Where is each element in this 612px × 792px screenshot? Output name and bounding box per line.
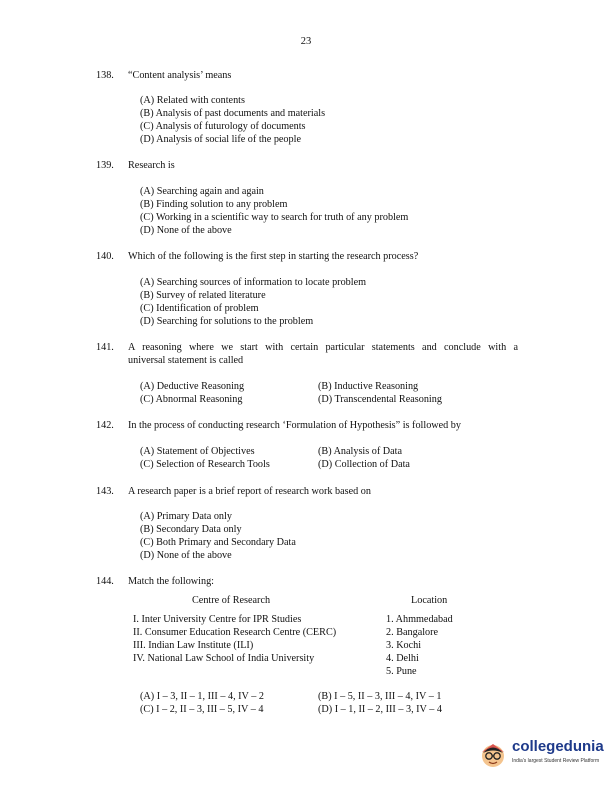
option: (B) Inductive Reasoning — [318, 381, 419, 392]
option: (D) Searching for solutions to the problem — [140, 316, 314, 327]
question-text: Which of the following is the first step in starting the research process? — [128, 251, 419, 262]
question-text: Match the following: — [128, 576, 215, 587]
option: (A) Searching sources of information to locate problem — [140, 277, 367, 288]
option: (A) I – 3, II – 1, III – 4, IV – 2 — [140, 691, 265, 702]
match-item: II. Consumer Education Research Centre (CERC) — [133, 627, 337, 638]
question-text: A reasoning where we start with certain particular statements and conclude with a — [128, 342, 518, 353]
option: (B) Analysis of Data — [318, 446, 403, 457]
option: (C) Both Primary and Secondary Data — [140, 537, 296, 548]
question-text: A research paper is a brief report of research work based on — [128, 486, 371, 497]
logo-tagline: India's largest Student Review Platform — [512, 758, 600, 764]
option: (B) I – 5, II – 3, III – 4, IV – 1 — [318, 691, 442, 702]
option: (A) Primary Data only — [140, 511, 232, 522]
option: (A) Deductive Reasoning — [140, 381, 245, 392]
option: (B) Finding solution to any problem — [140, 199, 288, 210]
question-text: “Content analysis’ means — [128, 70, 232, 81]
collegedunia-logo[interactable] — [474, 732, 608, 772]
question-number: 142. — [96, 420, 114, 431]
match-location: 4. Delhi — [386, 653, 419, 664]
question-text: In the process of conducting research ‘Formulation of Hypothesis” is followed by — [128, 420, 461, 431]
option: (A) Searching again and again — [140, 186, 264, 197]
question-number: 139. — [96, 160, 114, 171]
match-column-header: Centre of Research — [192, 595, 271, 606]
match-column-header: Location — [411, 595, 448, 606]
option: (C) Working in a scientific way to search for truth of any problem — [140, 212, 409, 223]
match-item: IV. National Law School of India University — [133, 653, 315, 664]
option: (A) Statement of Objectives — [140, 446, 255, 457]
match-item: I. Inter University Centre for IPR Studies — [133, 614, 302, 625]
option: (C) Selection of Research Tools — [140, 459, 270, 470]
option: (C) Identification of problem — [140, 303, 259, 314]
option: (C) I – 2, II – 3, III – 5, IV – 4 — [140, 704, 264, 715]
option: (D) None of the above — [140, 550, 232, 561]
question-number: 138. — [96, 70, 114, 81]
match-location: 3. Kochi — [386, 640, 422, 651]
option: (B) Survey of related literature — [140, 290, 266, 301]
page-number: 23 — [300, 36, 312, 47]
question-number: 143. — [96, 486, 114, 497]
question-text: universal statement is called — [128, 355, 244, 366]
student-mascot-icon — [478, 740, 508, 768]
option: (C) Abnormal Reasoning — [140, 394, 243, 405]
match-location: 2. Bangalore — [386, 627, 439, 638]
question-text: Research is — [128, 160, 175, 171]
option: (C) Analysis of futurology of documents — [140, 121, 306, 132]
question-number: 141. — [96, 342, 114, 353]
option: (D) I – 1, II – 2, III – 3, IV – 4 — [318, 704, 443, 715]
match-location: 5. Pune — [386, 666, 417, 677]
logo-wordmark: collegedunia — [512, 738, 604, 755]
match-item: III. Indian Law Institute (ILI) — [133, 640, 254, 651]
question-number: 140. — [96, 251, 114, 262]
match-location: 1. Ahmmedabad — [386, 614, 453, 625]
option: (D) None of the above — [140, 225, 232, 236]
option: (D) Collection of Data — [318, 459, 410, 470]
option: (D) Analysis of social life of the people — [140, 134, 301, 145]
option: (B) Secondary Data only — [140, 524, 242, 535]
option: (D) Transcendental Reasoning — [318, 394, 442, 405]
option: (B) Analysis of past documents and materials — [140, 108, 326, 119]
question-number: 144. — [96, 576, 114, 587]
option: (A) Related with contents — [140, 95, 245, 106]
